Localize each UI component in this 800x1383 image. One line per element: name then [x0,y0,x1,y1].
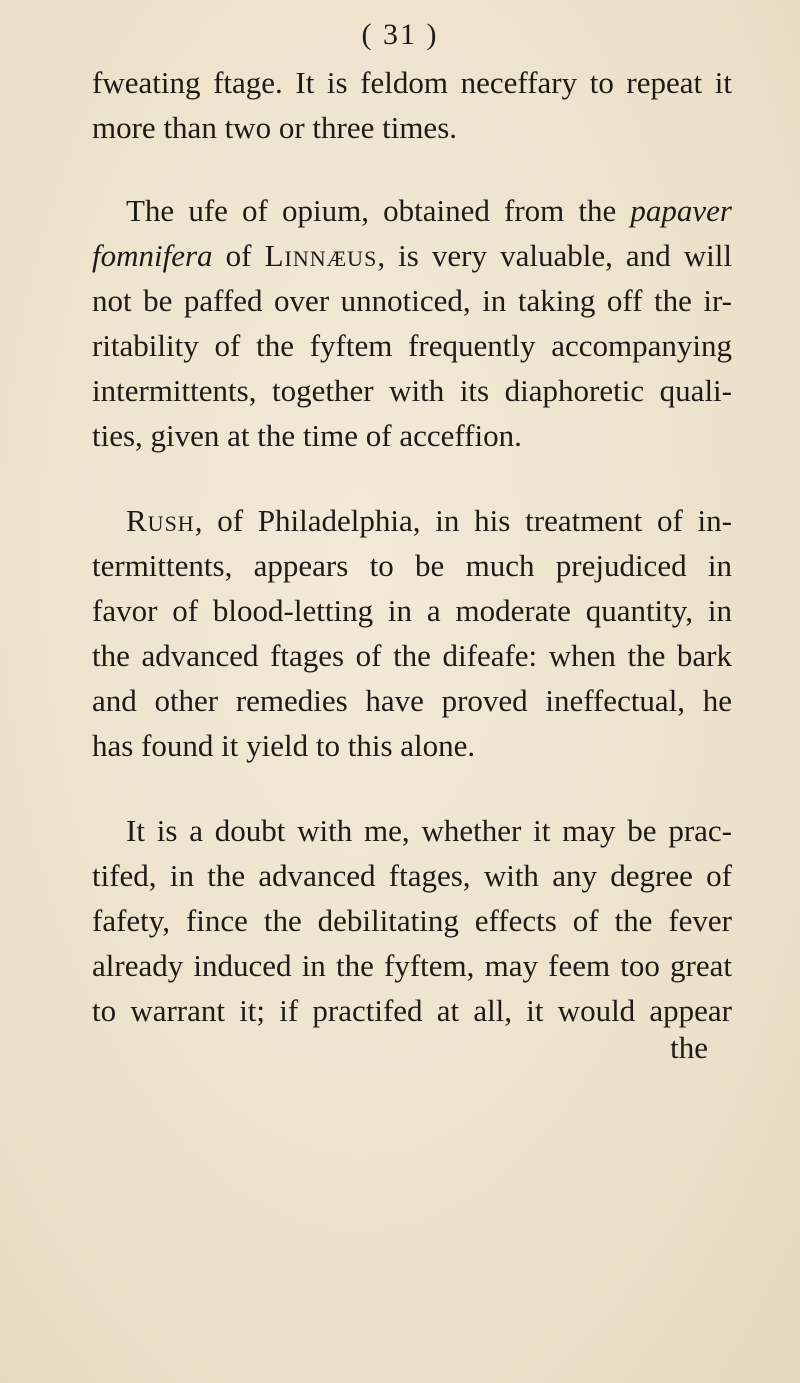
text-line: fweating ftage. It is feldom neceffary to repeat it [92,65,732,100]
text-line: and other remedies have proved ineffectual, he [92,683,732,718]
text-line: fafety, fince the debilitating effects of the fever [92,903,732,938]
text-run: The ufe of opium, obtained from the [126,193,631,228]
text-line: not be paffed over unnoticed, in taking off the ir- [92,283,732,318]
catchword: the [670,1030,708,1065]
page-number-header: ( 31 ) [361,18,439,51]
text-line: ritability of the fyftem frequently accompanying [92,328,732,363]
text-line: favor of blood-letting in a moderate quantity, in [92,593,732,628]
italic-term: fomnifera [92,238,213,273]
text-run: , is very valuable, and will [377,238,733,273]
text-line: intermittents, together with its diaphoretic quali- [92,373,732,408]
paragraph-1 [92,60,732,150]
paragraph-2 [92,188,732,458]
author-name: Linnæus [264,238,378,273]
text-run: , of Philadelphia, in his treatment of in- [194,503,732,538]
paragraph-4 [92,808,732,1033]
text-line: termittents, appears to be much prejudiced in [92,548,732,583]
text-line: to warrant it; if practifed at all, it would appear [92,993,732,1028]
text-line [92,188,732,233]
text-line: tifed, in the advanced ftages, with any degree of [92,858,732,893]
text-line: more than two or three times. [92,110,458,145]
text-line: It is a doubt with me, whether it may be prac- [126,813,732,848]
text-line: has found it yield to this alone. [92,728,476,763]
text-line [92,233,732,278]
text-line: already induced in the fyftem, may feem too great [92,948,732,983]
text-run: of [212,238,265,273]
paragraph-3 [92,498,732,768]
text-line: ties, given at the time of acceffion. [92,418,522,453]
italic-term: papaver [630,193,732,228]
author-name: Rush [126,503,195,538]
text-line [92,498,732,543]
text-line: the advanced ftages of the difeafe: when the bark [92,638,732,673]
